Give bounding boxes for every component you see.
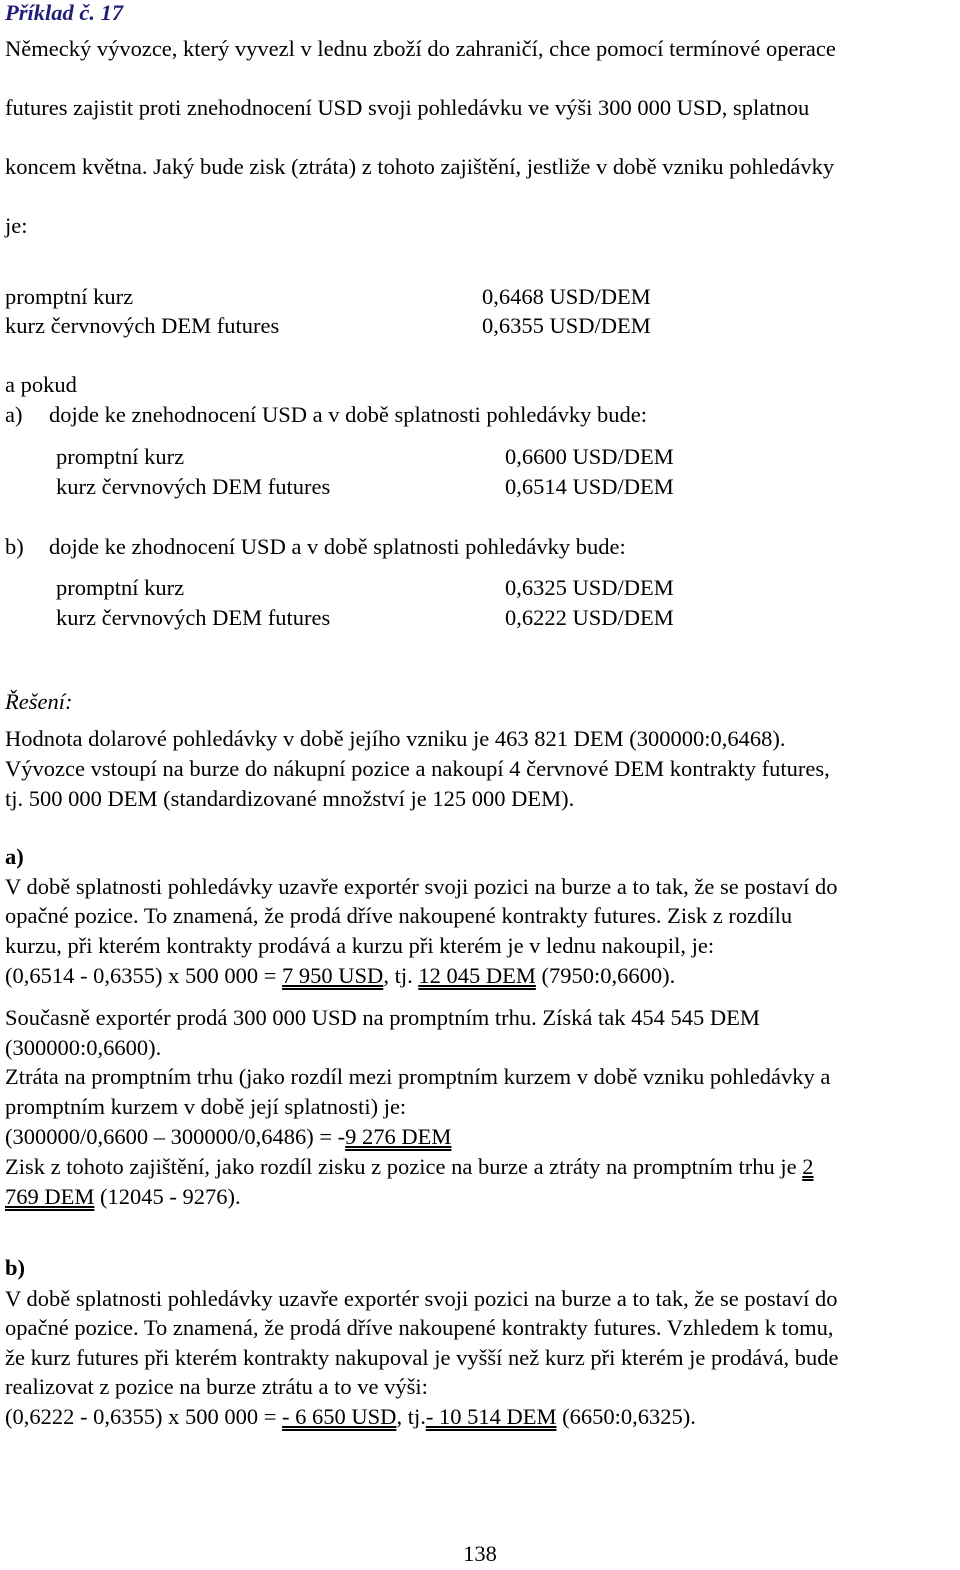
result-line	[5, 1154, 814, 1180]
rate-label: kurz červnových DEM futures	[5, 313, 280, 338]
solution-line: Vývozce vstoupí na burze do nákupní pozice a nakoupí 4 červnové DEM kontrakty futures,	[5, 756, 830, 781]
rate-label: promptní kurz	[56, 575, 185, 600]
calc-separator: , tj.	[383, 963, 419, 988]
result-value: 769 DEM	[5, 1184, 95, 1209]
calculation-futures	[5, 1404, 696, 1430]
intro-line: je:	[5, 213, 28, 238]
spot-line: (300000:0,6600).	[5, 1035, 162, 1060]
solution-line: tj. 500 000 DEM (standardizované množství je 125 000 DEM).	[5, 786, 575, 811]
result-text: (12045 - 9276).	[94, 1184, 241, 1209]
intro-line: koncem května. Jaký bude zisk (ztráta) z tohoto zajištění, jestliže v době vzniku pohledávky	[5, 154, 835, 179]
rate-label: kurz červnových DEM futures	[56, 474, 331, 499]
calc-note: (6650:0,6325).	[556, 1404, 696, 1429]
rate-label: promptní kurz	[56, 444, 185, 469]
rate-value: 0,6355 USD/DEM	[482, 313, 651, 338]
solution-a-line: opačné pozice. To znamená, že prodá dříve nakoupené kontrakty futures. Zisk z rozdílu	[5, 903, 793, 928]
case-a-marker: a)	[5, 402, 23, 427]
rate-label: promptní kurz	[5, 284, 134, 309]
result-line	[5, 1184, 241, 1210]
solution-b-line: realizovat z pozice na burze ztrátu a to ve výši:	[5, 1374, 428, 1399]
solution-a-line: V době splatnosti pohledávky uzavře exportér svoji pozici na burze a to tak, že se postaví do	[5, 874, 838, 899]
solution-b-line: opačné pozice. To znamená, že prodá dříve nakoupené kontrakty futures. Vzhledem k tomu,	[5, 1315, 834, 1340]
rate-value: 0,6325 USD/DEM	[505, 575, 674, 600]
solution-b-line: V době splatnosti pohledávky uzavře exportér svoji pozici na burze a to tak, že se postaví do	[5, 1286, 838, 1311]
calc-expression: (0,6514 - 0,6355) x 500 000 =	[5, 963, 283, 988]
spot-line: promptním kurzem v době její splatnosti) je:	[5, 1094, 407, 1119]
rate-value: 0,6468 USD/DEM	[482, 284, 651, 309]
intro-line: Německý vývozce, který vyvezl v lednu zboží do zahraničí, chce pomocí termínové operace	[5, 36, 836, 61]
spot-line: Současně exportér prodá 300 000 USD na promptním trhu. Získá tak 454 545 DEM	[5, 1005, 760, 1030]
case-b-text: dojde ke zhodnocení USD a v době splatnosti pohledávky bude:	[49, 534, 626, 559]
result-text: Zisk z tohoto zajištění, jako rozdíl zisku z pozice na burze a ztráty na promptním trhu je	[5, 1154, 803, 1179]
page-number: 138	[463, 1541, 497, 1566]
rate-value: 0,6514 USD/DEM	[505, 474, 674, 499]
intro-line: futures zajistit proti znehodnocení USD svoji pohledávku ve výši 300 000 USD, splatnou	[5, 95, 810, 120]
solution-a-line: kurzu, při kterém kontrakty prodává a kurzu při kterém je v lednu nakoupil, je:	[5, 933, 715, 958]
calc-result-usd: 7 950 USD	[282, 963, 384, 988]
example-heading: Příklad č. 17	[5, 0, 124, 25]
case-b-marker: b)	[5, 534, 24, 559]
calc-result-dem: 12 045 DEM	[418, 963, 536, 988]
solution-line: Hodnota dolarové pohledávky v době jejího vzniku je 463 821 DEM (300000:0,6468).	[5, 726, 786, 751]
calculation-futures	[5, 963, 675, 989]
calc-result-dem: 9 276 DEM	[345, 1124, 452, 1149]
calc-expression: (300000/0,6600 – 300000/0,6486) = -	[5, 1124, 346, 1149]
calc-expression: (0,6222 - 0,6355) x 500 000 =	[5, 1404, 283, 1429]
result-value: 2	[802, 1154, 814, 1179]
condition-intro: a pokud	[5, 372, 77, 397]
calculation-spot	[5, 1124, 451, 1150]
solution-b-line: že kurz futures při kterém kontrakty nakupoval je vyšší než kurz při kterém je prodává, bude	[5, 1345, 839, 1370]
calc-result-usd: - 6 650 USD	[282, 1404, 397, 1429]
rate-value: 0,6222 USD/DEM	[505, 605, 674, 630]
calc-separator: , tj.	[396, 1404, 426, 1429]
calc-note: (7950:0,6600).	[535, 963, 676, 988]
calc-result-dem: - 10 514 DEM	[425, 1404, 557, 1429]
solution-label: Řešení:	[5, 689, 73, 714]
solution-a-label: a)	[5, 844, 24, 869]
solution-b-label: b)	[5, 1255, 26, 1280]
rate-value: 0,6600 USD/DEM	[505, 444, 674, 469]
spot-line: Ztráta na promptním trhu (jako rozdíl mezi promptním kurzem v době vzniku pohledávky a	[5, 1064, 831, 1089]
rate-label: kurz červnových DEM futures	[56, 605, 331, 630]
case-a-text: dojde ke znehodnocení USD a v době splatnosti pohledávky bude:	[49, 402, 647, 427]
